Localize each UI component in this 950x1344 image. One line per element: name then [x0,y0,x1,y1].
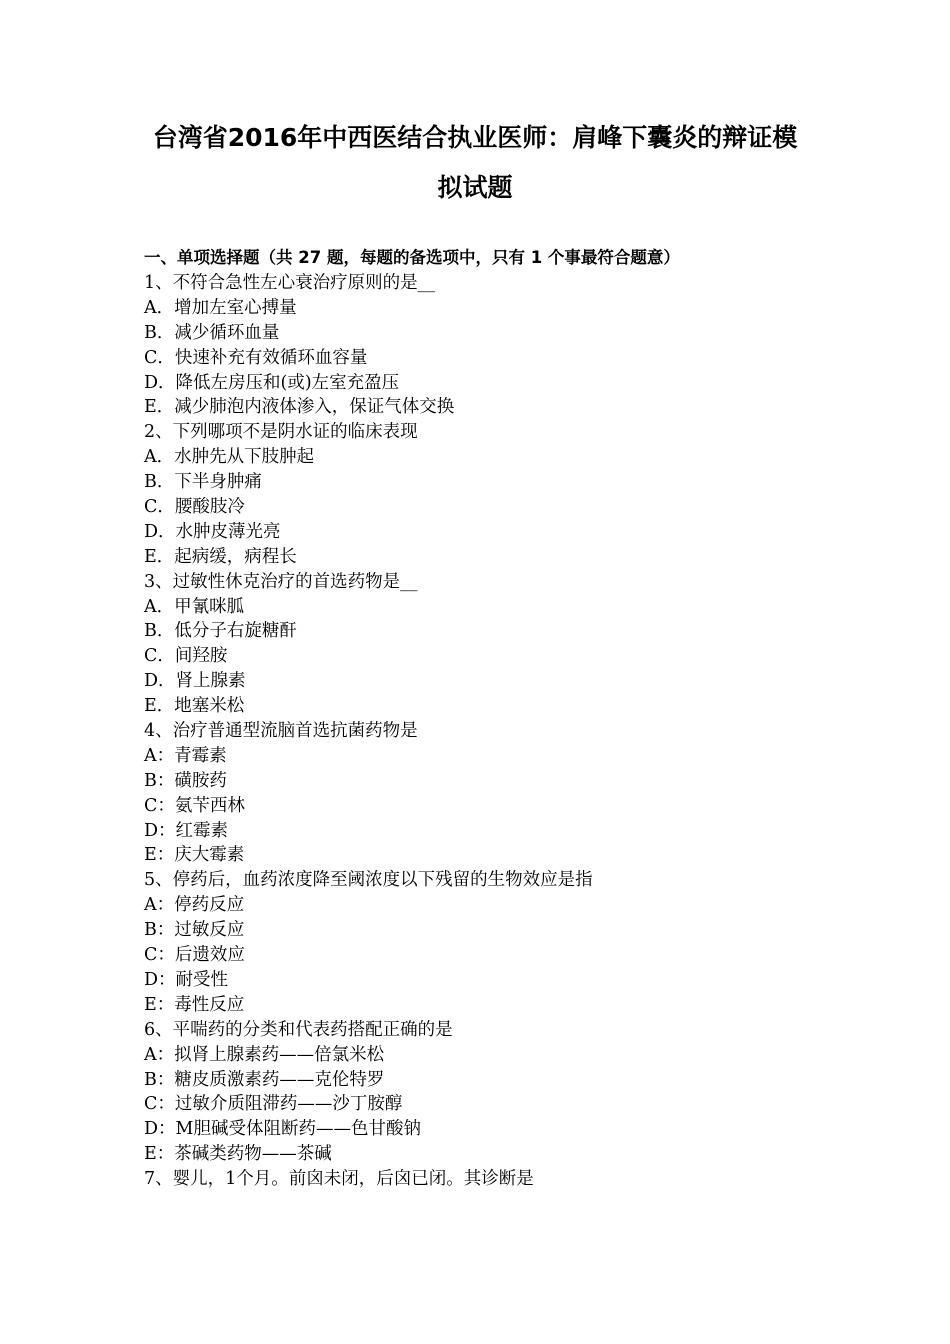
answer-option: B．低分子右旋糖酐 [144,621,297,642]
question-stem: 3、过敏性休克治疗的首选药物是__ [144,571,418,592]
answer-option: C：过敏介质阻滞药——沙丁胺醇 [144,1094,403,1115]
question-stem: 1、不符合急性左心衰治疗原则的是__ [144,273,436,293]
answer-option: B：过敏反应 [144,920,245,941]
answer-option: D．水肿皮薄光亮 [144,521,281,542]
question-stem: 6、平喘药的分类和代表药搭配正确的是 [144,1019,453,1040]
answer-option: D：耐受性 [144,969,229,990]
question-stem: 2、下列哪项不是阴水证的临床表现 [144,422,418,443]
answer-option: B．下半身肿痛 [144,472,262,493]
answer-option: B：磺胺药 [144,770,227,791]
answer-option: A．增加左室心搏量 [144,297,297,318]
answer-option: E．地塞米松 [144,696,245,717]
question-list [144,271,844,1192]
answer-option: B：糖皮质激素药——克伦特罗 [144,1069,385,1090]
answer-option: C．快速补充有效循环血容量 [144,347,368,368]
document-title-line-2: 拟试题 [437,173,513,202]
answer-option: A：青霉素 [144,745,227,766]
question-stem: 5、停药后，血药浓度降至阈浓度以下残留的生物效应是指 [144,870,593,891]
section-heading: 一、单项选择题（共 27 题，每题的备选项中，只有 1 个事最符合题意） [144,248,680,267]
answer-option: A：拟肾上腺素药——倍氯米松 [144,1044,385,1065]
answer-option: E：毒性反应 [144,994,245,1015]
answer-option: E：庆大霉素 [144,845,245,866]
answer-option: D．肾上腺素 [144,671,246,692]
answer-option: B．减少循环血量 [144,322,280,343]
answer-option: C：后遗效应 [144,945,245,966]
answer-option: D．降低左房压和(或)左室充盈压 [144,372,400,393]
answer-option: A．水肿先从下肢肿起 [144,447,315,468]
answer-option: E．起病缓，病程长 [144,546,297,567]
answer-option: E．减少肺泡内液体渗入，保证气体交换 [144,397,455,418]
question-stem: 4、治疗普通型流脑首选抗菌药物是 [144,721,418,742]
answer-option: A．甲氰咪胍 [144,596,245,617]
answer-option: D：M胆碱受体阻断药——色甘酸钠 [144,1119,421,1140]
question-stem: 7、婴儿，1个月。前囟未闭，后囟已闭。其诊断是 [144,1169,534,1190]
answer-option: C：氨苄西林 [144,795,245,816]
answer-option: D：红霉素 [144,820,229,841]
answer-option: C．间羟胺 [144,646,228,667]
answer-option: E：茶碱类药物——茶碱 [144,1144,332,1165]
document-title-line-1: 台湾省2016年中西医结合执业医师：肩峰下囊炎的辩证模 [152,123,798,152]
answer-option: C．腰酸肢冷 [144,497,245,518]
answer-option: A：停药反应 [144,895,245,916]
